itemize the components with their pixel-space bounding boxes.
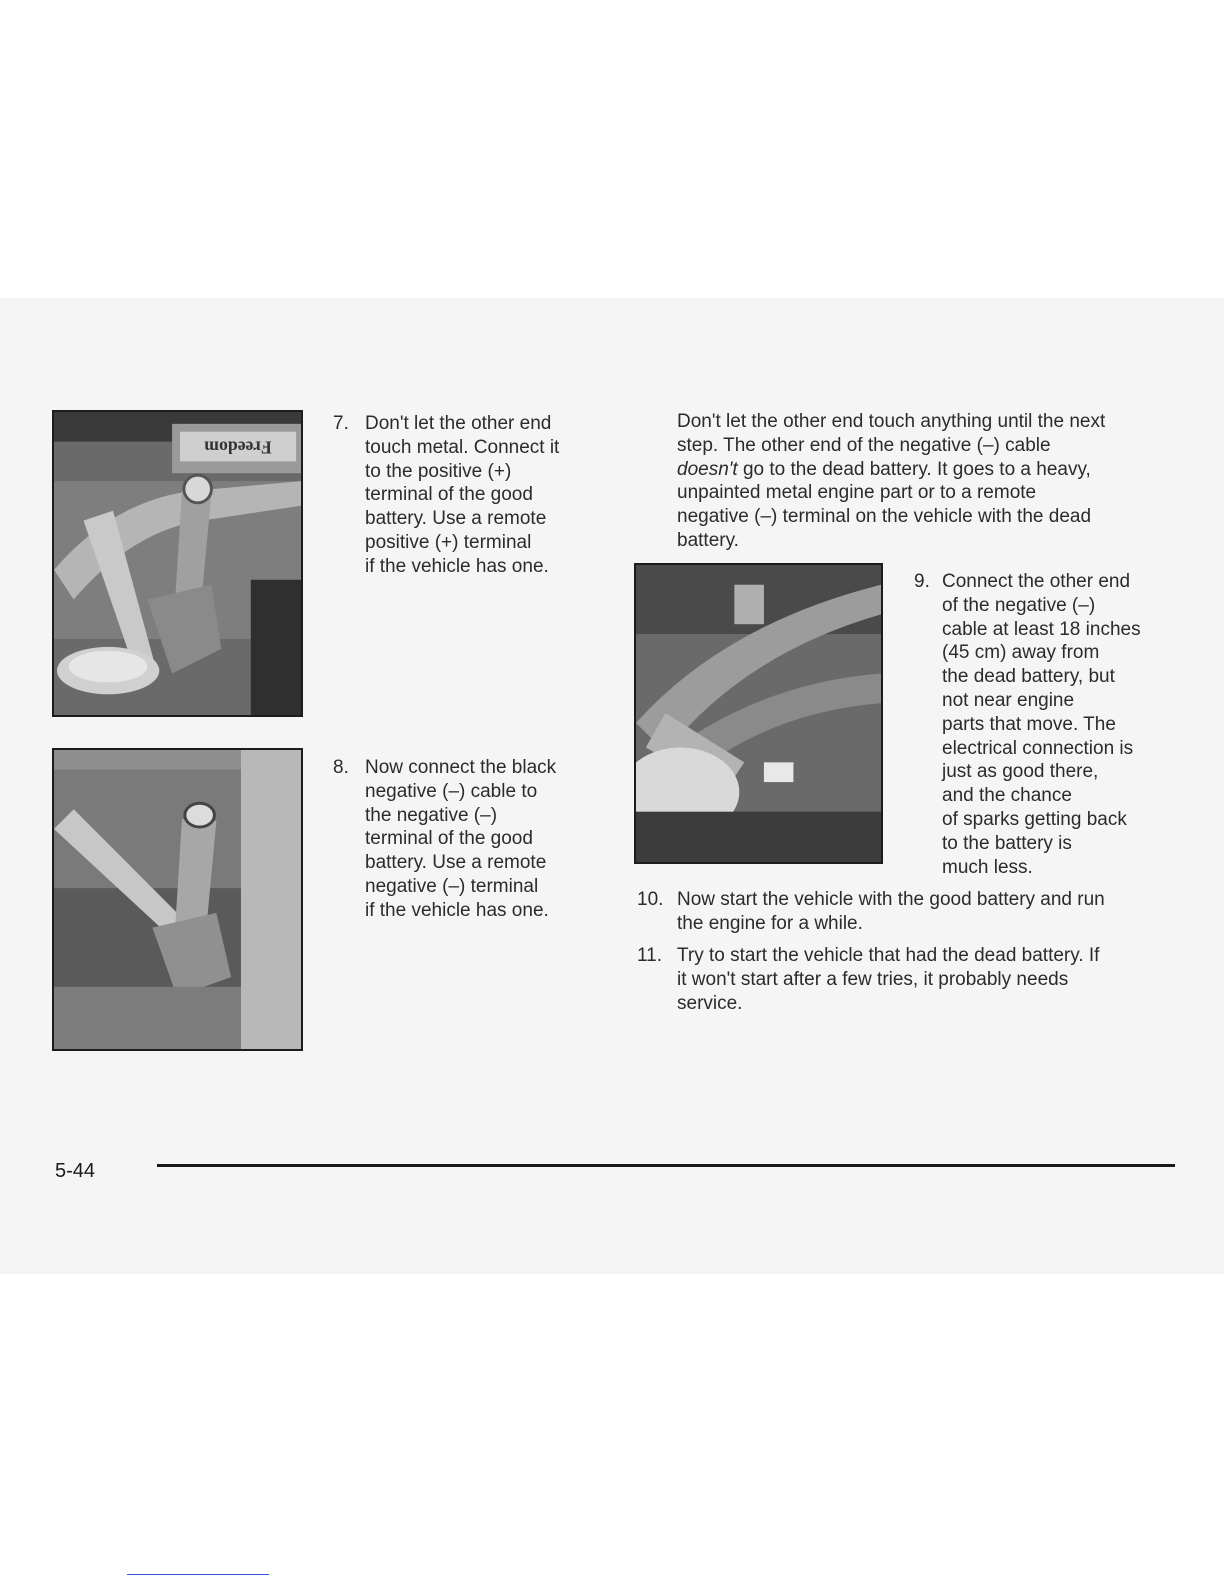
continuation-line-5: negative (–) terminal on the vehicle with the dead	[677, 506, 1092, 528]
step-9-line-12: to the battery is	[942, 832, 1072, 854]
step-9-line-13: much less.	[942, 856, 1033, 878]
step-9-line-2: of the negative (–)	[942, 594, 1096, 616]
step-9-line-11: of sparks getting back	[942, 808, 1127, 830]
step-8-line-3: the negative (–)	[365, 804, 498, 826]
step-number: 7.	[333, 413, 349, 434]
step-8-line-7: if the vehicle has one.	[365, 899, 549, 921]
step-9-line-5: the dead battery, but	[942, 666, 1115, 688]
step-10-line-1: Now start the vehicle with the good battery and run	[677, 889, 1105, 910]
step-8-line-4: terminal of the good	[365, 828, 533, 850]
step-8-continuation	[677, 410, 1177, 553]
footer-rule	[157, 1164, 1175, 1167]
photo-engine-ground	[634, 563, 883, 864]
step-8-line-6: negative (–) terminal	[365, 875, 539, 897]
step-number: 8.	[333, 757, 349, 778]
step-11-line-1: Try to start the vehicle that had the dead battery. If	[677, 945, 1100, 966]
step-8-line-1: Now connect the black	[365, 757, 557, 778]
step-7-line-1: Don't let the other end	[365, 413, 552, 434]
step-11-line-3: service.	[677, 992, 743, 1014]
photo-positive-terminal-drawing	[54, 412, 301, 715]
continuation-line-6: battery.	[677, 529, 739, 551]
step-9-line-10: and the chance	[942, 785, 1072, 807]
step-7-line-3: to the positive (+)	[365, 460, 512, 482]
step-number: 11.	[637, 945, 663, 966]
step-9-line-9: just as good there,	[942, 761, 1099, 783]
emphasis-text: doesn't	[677, 458, 738, 480]
photo-engine-ground-drawing	[636, 565, 881, 862]
step-9-line-8: electrical connection is	[942, 737, 1134, 759]
step-7-line-7: if the vehicle has one.	[365, 555, 549, 577]
step-number: 9.	[914, 571, 930, 592]
step-9-line-3: cable at least 18 inches	[942, 618, 1141, 640]
step-8-line-5: battery. Use a remote	[365, 852, 547, 874]
bottom-link-underline	[127, 1574, 269, 1575]
step-number: 10.	[637, 889, 664, 910]
step-7-line-5: battery. Use a remote	[365, 508, 547, 530]
page-number: 5-44	[55, 1160, 96, 1182]
continuation-line-1: Don't let the other end touch anything until the next	[677, 411, 1106, 432]
step-9-line-1: Connect the other end	[942, 571, 1131, 592]
continuation-line-2: step. The other end of the negative (–) cable	[677, 434, 1051, 456]
step-7-line-6: positive (+) terminal	[365, 531, 532, 553]
step-9-line-6: not near engine	[942, 689, 1075, 711]
step-8-line-2: negative (–) cable to	[365, 780, 538, 802]
continuation-line-3-rest: go to the dead battery. It goes to a heavy,	[737, 458, 1091, 480]
step-10-line-2: the engine for a while.	[677, 912, 863, 934]
step-9-line-7: parts that move. The	[942, 713, 1116, 735]
step-11-line-2: it won't start after a few tries, it probably needs	[677, 968, 1069, 990]
photo-positive-terminal	[52, 410, 303, 717]
step-7-line-4: terminal of the good	[365, 484, 533, 506]
photo-negative-terminal	[52, 748, 303, 1051]
step-7-line-2: touch metal. Connect it	[365, 436, 560, 458]
continuation-line-4: unpainted metal engine part or to a remote	[677, 482, 1037, 504]
photo-negative-terminal-drawing	[54, 750, 301, 1049]
continuation-line-3	[677, 458, 1177, 482]
step-9-line-4: (45 cm) away from	[942, 642, 1100, 664]
battery-brand-text: Freedom	[204, 437, 272, 458]
